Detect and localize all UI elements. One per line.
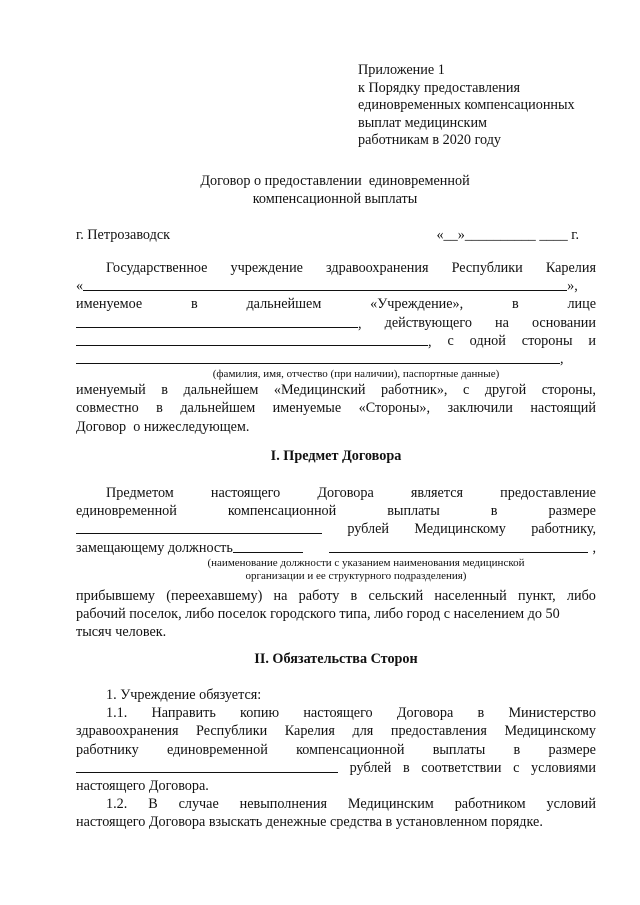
text-line: именуемое в дальнейшем «Учреждение», в лице (76, 296, 596, 313)
amount-blank[interactable] (76, 520, 322, 534)
contract-title (100, 172, 570, 208)
text-line: здравоохранения Республики Карелия для предоставления Медицинскому (76, 723, 596, 740)
appendix-line: работникам в 2020 году (358, 132, 502, 149)
text-line: работнику единовременной компенсационной выплаты в размере (76, 741, 596, 758)
title-line-1: Договор о предоставлении единовременной (200, 173, 470, 189)
position-blank-start[interactable] (233, 539, 303, 553)
text-line: замещающему должность , (76, 539, 596, 556)
appendix-line: единовременных компенсационных (358, 97, 575, 114)
text-line: Государственное учреждение здравоохранения Республики Карелия (106, 260, 596, 276)
text-line: настоящего Договора взыскать денежные средства в установленном порядке. (76, 814, 543, 831)
appendix-line: Приложение 1 (358, 62, 445, 78)
section-2-heading: II. Обязательства Сторон (254, 651, 418, 667)
text-line: « », (76, 278, 578, 295)
institution-name-blank[interactable] (83, 277, 567, 291)
appendix-line: выплат медицинским (358, 114, 488, 131)
text-line: Предметом настоящего Договора является предоставление (106, 485, 596, 501)
basis-blank[interactable] (76, 332, 428, 346)
text-line: настоящего Договора. (76, 777, 209, 794)
text-line: тысяч человек. (76, 624, 167, 641)
text-line: , с одной стороны и (76, 332, 596, 350)
field-caption: (фамилия, имя, отчество (при наличии), паспортные данные) (212, 368, 500, 381)
field-caption: (наименование должности с указанием наименования медицинской (207, 556, 525, 569)
text-line: 1.2. В случае невыполнения Медицинским работником условий (106, 796, 596, 813)
parties-paragraph (76, 259, 596, 436)
text-line: Договор о нижеследующем. (76, 418, 250, 435)
appendix-line: к Порядку предоставления (358, 79, 520, 96)
place-date-line (76, 227, 579, 244)
text-line: рабочий поселок, либо поселок городского типа, либо город с населением до 50 (76, 605, 560, 622)
text-line: 1.1. Направить копию настоящего Договора в Министерство (106, 705, 596, 722)
text-line: 1. Учреждение обязуется: (106, 687, 262, 703)
title-line-2: компенсационной выплаты (252, 191, 418, 207)
section-1-body (76, 484, 596, 641)
text-line: рублей Медицинскому работнику, (76, 520, 596, 538)
contract-date: «__»__________ ____ г. (436, 227, 579, 243)
section-2-body (76, 686, 596, 832)
text-line: единовременной компенсационной выплаты в размере (76, 503, 596, 520)
worker-name-blank[interactable] (76, 350, 560, 364)
text-line: рублей в соответствии с условиями (76, 759, 596, 777)
field-caption: организации и ее структурного подразделения) (245, 569, 467, 582)
position-blank[interactable] (329, 539, 588, 553)
text-line: именуемый в дальнейшем «Медицинский работник», с другой стороны, (76, 382, 596, 399)
payment-amount-blank[interactable] (76, 759, 338, 773)
text-line: прибывшему (переехавшему) на работу в сельский населенный пункт, либо (76, 587, 596, 604)
text-line: , действующего на основании (76, 314, 596, 332)
city: г. Петрозаводск (76, 227, 171, 243)
section-1-heading: I. Предмет Договора (270, 448, 402, 464)
appendix-note (358, 62, 575, 150)
representative-blank[interactable] (76, 314, 358, 328)
text-line: , (76, 350, 596, 368)
text-line: совместно в дальнейшем именуемые «Стороны», заключили настоящий (76, 400, 596, 417)
